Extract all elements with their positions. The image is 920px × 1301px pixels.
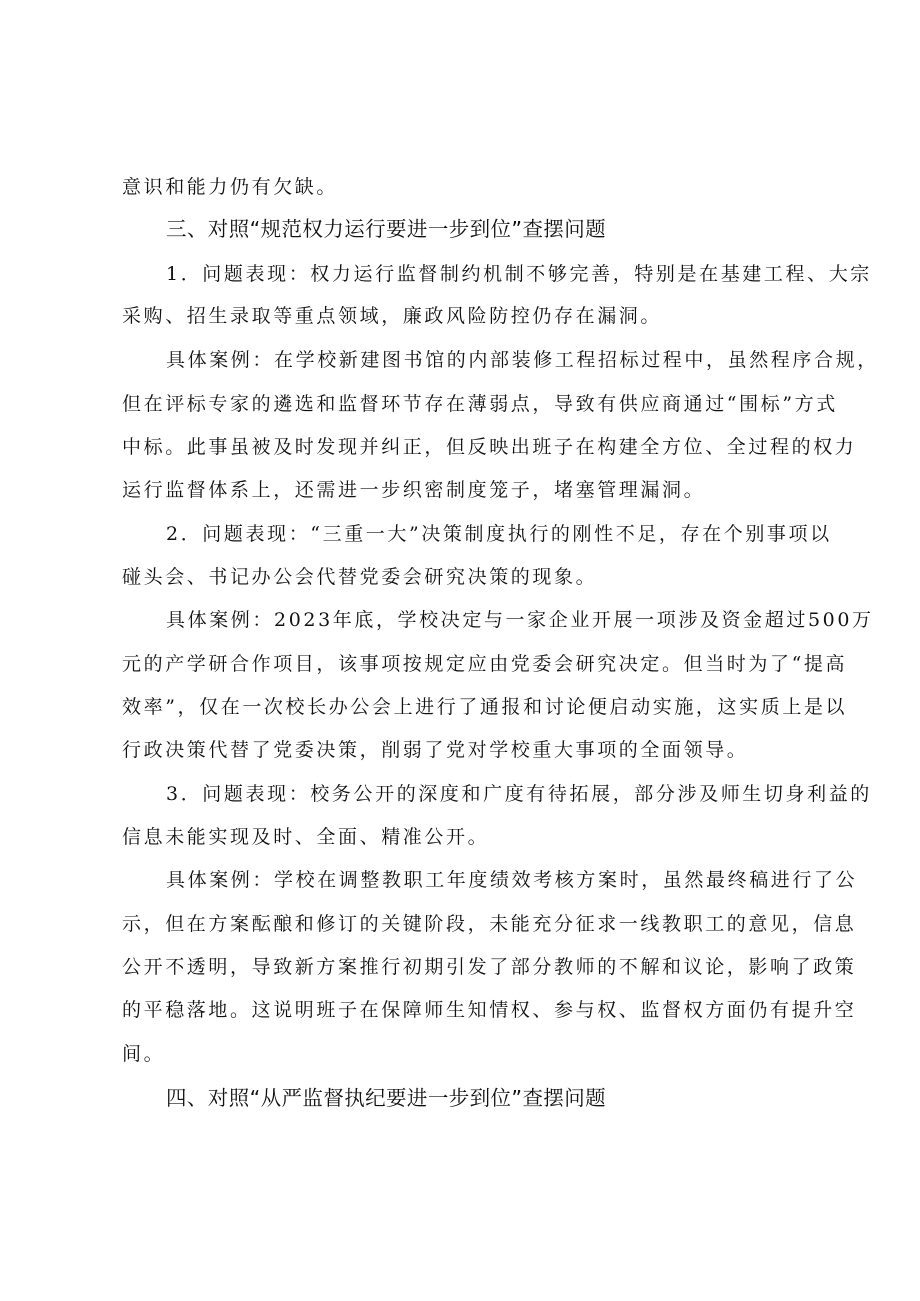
paragraph-line: 示，但在方案酝酿和修订的关键阶段，未能充分征求一线教职工的意见，信息 [122, 913, 857, 935]
paragraph-line: 2．问题表现：“三重一大”决策制度执行的刚性不足，存在个别事项以 [166, 523, 832, 545]
paragraph-line: 具体案例：2023年底，学校决定与一家企业开展一项涉及资金超过500万 [166, 609, 874, 631]
paragraph-line: 公开不透明，导致新方案推行初期引发了部分教师的不解和议论，影响了政策 [122, 956, 857, 978]
paragraph-line: 具体案例：学校在调整教职工年度绩效考核方案时，虽然最终稿进行了公 [166, 869, 858, 891]
paragraph-line: 意识和能力仍有欠缺。 [122, 176, 339, 198]
paragraph-line: 但在评标专家的遴选和监督环节存在薄弱点，导致有供应商通过“围标”方式 [122, 393, 838, 415]
paragraph-line: 运行监督体系上，还需进一步织密制度笼子，堵塞管理漏洞。 [122, 479, 706, 501]
paragraph-line: 采购、招生录取等重点领域，廉政风险防控仍存在漏洞。 [122, 305, 663, 327]
paragraph-line: 元的产学研合作项目，该事项按规定应由党委会研究决定。但当时为了“提高 [122, 653, 848, 675]
paragraph-line: 效率”，仅在一次校长办公会上进行了通报和讨论便启动实施，这实质上是以 [122, 696, 848, 718]
paragraph-line: 信息未能实现及时、全面、精准公开。 [122, 826, 490, 848]
paragraph-line: 3．问题表现：校务公开的深度和广度有待拓展，部分涉及师生切身利益的 [166, 783, 872, 805]
paragraph-line: 行政决策代替了党委决策，削弱了党对学校重大事项的全面领导。 [122, 739, 749, 761]
paragraph-line: 具体案例：在学校新建图书馆的内部装修工程招标过程中，虽然程序合规， [166, 349, 879, 371]
section-heading-4: 四、对照“从严监督执纪要进一步到位”查摆问题 [166, 1086, 607, 1110]
paragraph-line: 间。 [122, 1043, 166, 1065]
paragraph-line: 中标。此事虽被及时发现并纠正，但反映出班子在构建全方位、全过程的权力 [122, 436, 857, 458]
paragraph-line: 的平稳落地。这说明班子在保障师生知情权、参与权、监督权方面仍有提升空 [122, 999, 857, 1021]
paragraph-line: 1．问题表现：权力运行监督制约机制不够完善，特别是在基建工程、大宗 [166, 263, 872, 285]
section-heading-3: 三、对照“规范权力运行要进一步到位”查摆问题 [166, 217, 607, 241]
paragraph-line: 碰头会、书记办公会代替党委会研究决策的现象。 [122, 566, 598, 588]
